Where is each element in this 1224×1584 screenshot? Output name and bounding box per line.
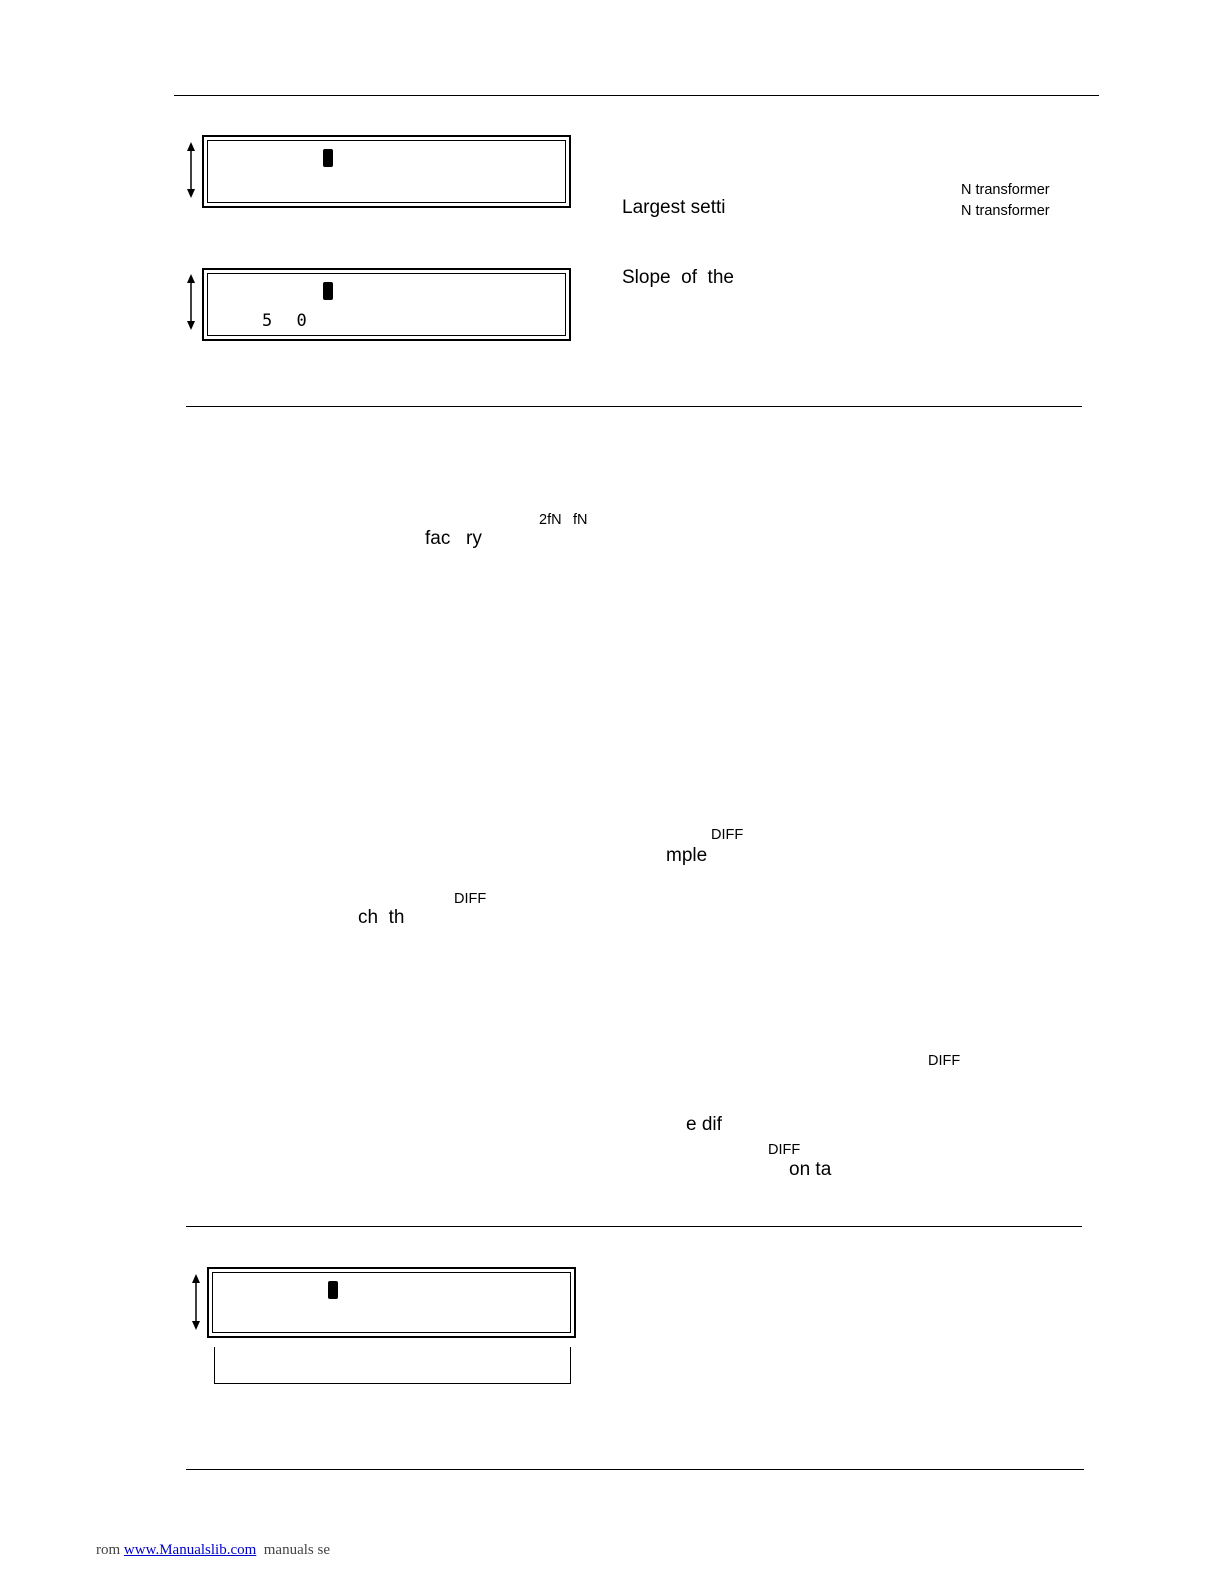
scroll-updown-icon	[184, 274, 198, 330]
setting-note-line-2: N transformer	[961, 203, 1050, 219]
text-ry: ry	[466, 528, 482, 549]
subscript-diff: DIFF	[711, 827, 744, 843]
text-ch-th: ch th	[358, 907, 405, 928]
section-rule	[186, 1226, 1082, 1227]
display-1-description: Largest setti	[622, 197, 726, 218]
text-on-ta: on ta	[789, 1159, 832, 1180]
lcd-display-2	[202, 268, 571, 341]
text-mple: mple	[666, 845, 708, 866]
top-rule	[174, 95, 1099, 96]
lcd-cursor	[323, 282, 333, 300]
lcd-value: 5 0	[262, 311, 314, 331]
subscript-diff: DIFF	[928, 1053, 961, 1069]
lcd-display-3	[207, 1267, 576, 1338]
scroll-updown-icon	[184, 142, 198, 198]
subscript-fn: fN	[573, 512, 588, 528]
subscript-diff: DIFF	[768, 1142, 801, 1158]
footer-prefix: rom	[96, 1542, 124, 1558]
scroll-updown-icon	[189, 1274, 203, 1330]
setting-note-line-1: N transformer	[961, 182, 1050, 198]
manualslib-link[interactable]: www.Manualslib.com	[123, 1542, 257, 1558]
subscript-2fn: 2fN	[539, 512, 562, 528]
footer-suffix: manuals se	[256, 1542, 330, 1558]
display-2-description: Slope of the	[622, 267, 734, 288]
text-e-dif: e dif	[686, 1114, 722, 1135]
lcd-cursor	[328, 1281, 338, 1299]
bottom-rule	[186, 1469, 1084, 1470]
section-rule	[186, 406, 1082, 407]
options-bracket	[214, 1347, 571, 1384]
subscript-diff: DIFF	[454, 891, 487, 907]
footer	[96, 1542, 330, 1559]
lcd-display-1	[202, 135, 571, 208]
text-fac: fac	[425, 528, 451, 549]
lcd-cursor	[323, 149, 333, 167]
